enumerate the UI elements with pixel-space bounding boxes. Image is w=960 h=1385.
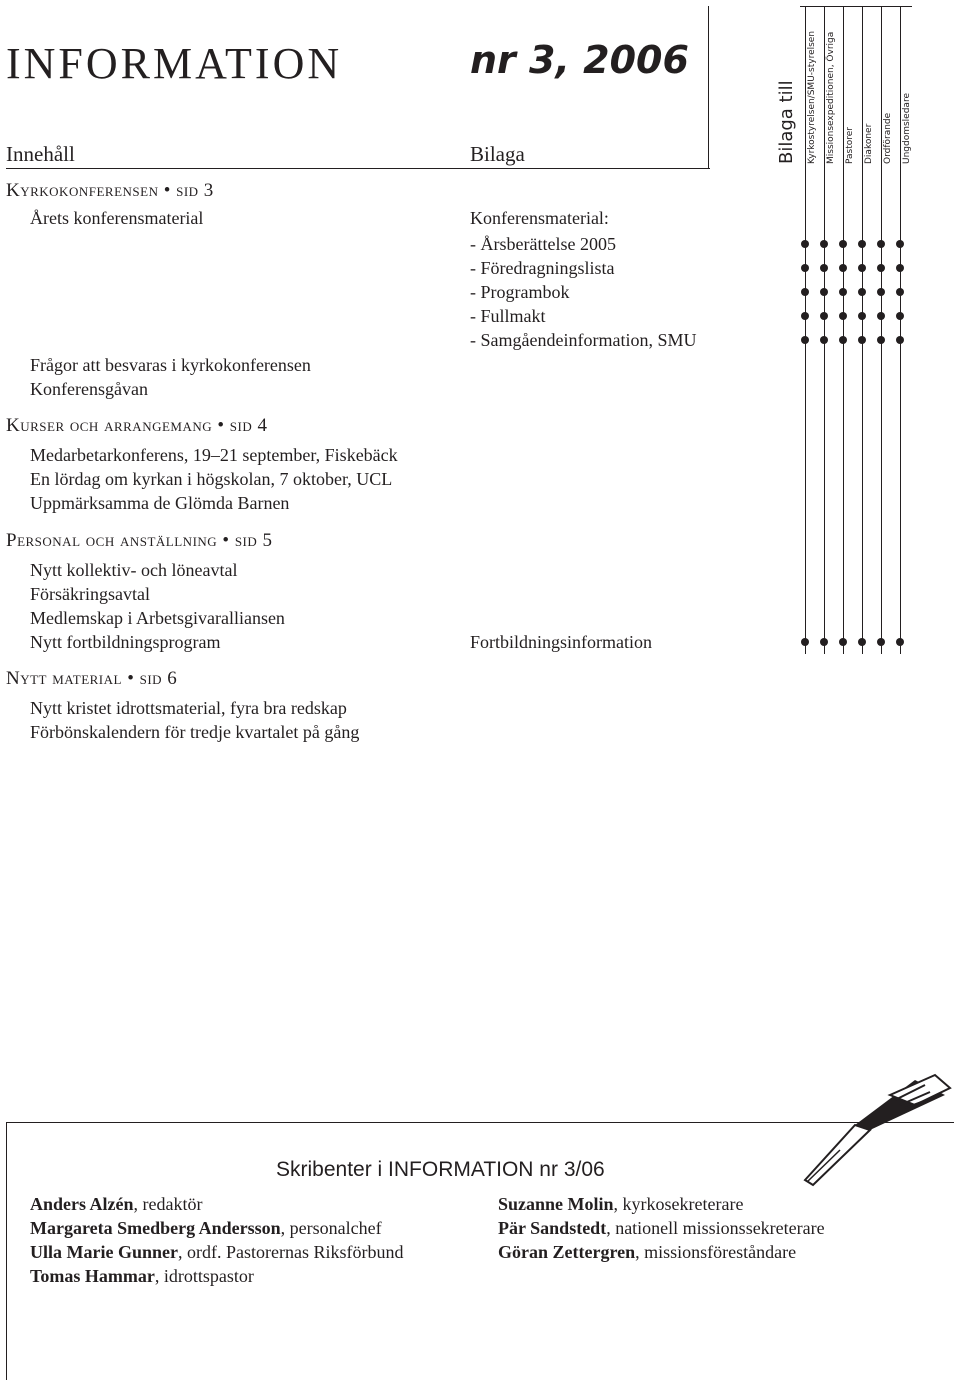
writer-credit: Göran Zettergren, missionsföreståndare bbox=[498, 1242, 797, 1262]
recipient-dot bbox=[801, 264, 809, 272]
list-item: Årets konferensmaterial bbox=[30, 208, 204, 228]
recipient-dot bbox=[820, 336, 828, 344]
writer-credit: Anders Alzén, redaktör bbox=[30, 1194, 203, 1214]
column-line bbox=[900, 6, 901, 654]
recipient-dot bbox=[858, 312, 866, 320]
header-vrule bbox=[708, 6, 709, 168]
recipient-dot bbox=[896, 312, 904, 320]
recipient-label: Pastorer bbox=[845, 126, 855, 164]
recipient-dot bbox=[801, 336, 809, 344]
list-item: Försäkringsavtal bbox=[30, 584, 150, 604]
section-heading: Nytt material • sid 6 bbox=[6, 668, 178, 689]
recipient-label: Ordförande bbox=[883, 112, 893, 164]
issue-number: nr 3, 2006 bbox=[470, 38, 689, 82]
attachment-row: - Årsberättelse 2005 bbox=[470, 234, 616, 254]
writer-credit: Suzanne Molin, kyrkosekreterare bbox=[498, 1194, 744, 1214]
recipient-dot bbox=[858, 336, 866, 344]
columns-top-rule bbox=[800, 6, 912, 7]
recipient-dot bbox=[839, 264, 847, 272]
recipient-dot bbox=[839, 240, 847, 248]
recipient-dot bbox=[858, 264, 866, 272]
list-item: Nytt kristet idrottsmaterial, fyra bra redskap bbox=[30, 698, 347, 718]
recipient-dot bbox=[877, 336, 885, 344]
list-item: Konferensgåvan bbox=[30, 379, 148, 399]
attachment-row: Fortbildningsinformation bbox=[470, 632, 652, 652]
writer-credit: Pär Sandstedt, nationell missionssekreterare bbox=[498, 1218, 825, 1238]
column-line bbox=[881, 6, 882, 654]
column-line bbox=[805, 6, 806, 654]
recipient-label: Ungdomsledare bbox=[902, 93, 912, 164]
recipient-dot bbox=[820, 264, 828, 272]
recipient-dot bbox=[801, 288, 809, 296]
recipient-dot bbox=[801, 638, 809, 646]
list-item: Uppmärksamma de Glömda Barnen bbox=[30, 493, 290, 513]
recipient-dot bbox=[877, 264, 885, 272]
contents-label: Innehåll bbox=[6, 142, 75, 166]
recipient-dot bbox=[858, 638, 866, 646]
writers-title: Skribenter i INFORMATION nr 3/06 bbox=[276, 1158, 605, 1181]
section-heading: Kyrkokonferensen • sid 3 bbox=[6, 180, 214, 201]
writer-credit: Tomas Hammar, idrottspastor bbox=[30, 1266, 254, 1286]
attachment-label: Bilaga bbox=[470, 142, 525, 166]
attachment-intro: Konferensmaterial: bbox=[470, 208, 609, 228]
list-item: Nytt kollektiv- och löneavtal bbox=[30, 560, 238, 580]
recipient-dot bbox=[839, 312, 847, 320]
recipient-dot bbox=[877, 288, 885, 296]
recipient-label: Diakoner bbox=[864, 123, 874, 164]
column-line bbox=[843, 6, 844, 654]
recipient-label: Kyrkostyrelsen/SMU-styrelsen bbox=[807, 30, 817, 164]
recipient-dot bbox=[858, 288, 866, 296]
attachment-row: - Samgåendeinformation, SMU bbox=[470, 330, 697, 350]
list-item: Nytt fortbildningsprogram bbox=[30, 632, 221, 652]
list-item: Frågor att besvaras i kyrkokonferensen bbox=[30, 355, 311, 375]
recipient-dot bbox=[801, 312, 809, 320]
document-title: INFORMATION bbox=[6, 39, 343, 88]
column-line bbox=[824, 6, 825, 654]
list-item: Förbönskalendern för tredje kvartalet på gång bbox=[30, 722, 360, 742]
attachment-row: - Fullmakt bbox=[470, 306, 546, 326]
list-item: Medlemskap i Arbetsgivaralliansen bbox=[30, 608, 285, 628]
attachment-row: - Programbok bbox=[470, 282, 570, 302]
recipient-dot bbox=[820, 638, 828, 646]
recipient-dot bbox=[839, 638, 847, 646]
attachment-to-label: Bilaga till bbox=[776, 80, 797, 164]
recipient-dot bbox=[820, 240, 828, 248]
attachment-row: - Föredragningslista bbox=[470, 258, 615, 278]
recipient-dot bbox=[877, 312, 885, 320]
recipient-dot bbox=[896, 240, 904, 248]
writer-credit: Ulla Marie Gunner, ordf. Pastorernas Riksförbund bbox=[30, 1242, 404, 1262]
recipient-dot bbox=[896, 336, 904, 344]
recipient-dot bbox=[858, 240, 866, 248]
recipient-dot bbox=[877, 638, 885, 646]
recipient-dot bbox=[896, 638, 904, 646]
recipient-label: Missionsexpeditionen, Övriga bbox=[826, 31, 836, 164]
column-line bbox=[862, 6, 863, 654]
recipient-dot bbox=[820, 288, 828, 296]
list-item: En lördag om kyrkan i högskolan, 7 oktober, UCL bbox=[30, 469, 393, 489]
section-heading: Kurser och arrangemang • sid 4 bbox=[6, 415, 268, 436]
recipient-dot bbox=[877, 240, 885, 248]
recipient-dot bbox=[801, 240, 809, 248]
list-item: Medarbetarkonferens, 19–21 september, Fiskebäck bbox=[30, 445, 398, 465]
recipient-dot bbox=[820, 312, 828, 320]
header-rule bbox=[6, 168, 710, 169]
recipient-dot bbox=[839, 288, 847, 296]
recipient-dot bbox=[839, 336, 847, 344]
recipient-dot bbox=[896, 288, 904, 296]
recipient-dot bbox=[896, 264, 904, 272]
section-heading: Personal och anställning • sid 5 bbox=[6, 530, 273, 551]
writer-credit: Margareta Smedberg Andersson, personalchef bbox=[30, 1218, 382, 1238]
